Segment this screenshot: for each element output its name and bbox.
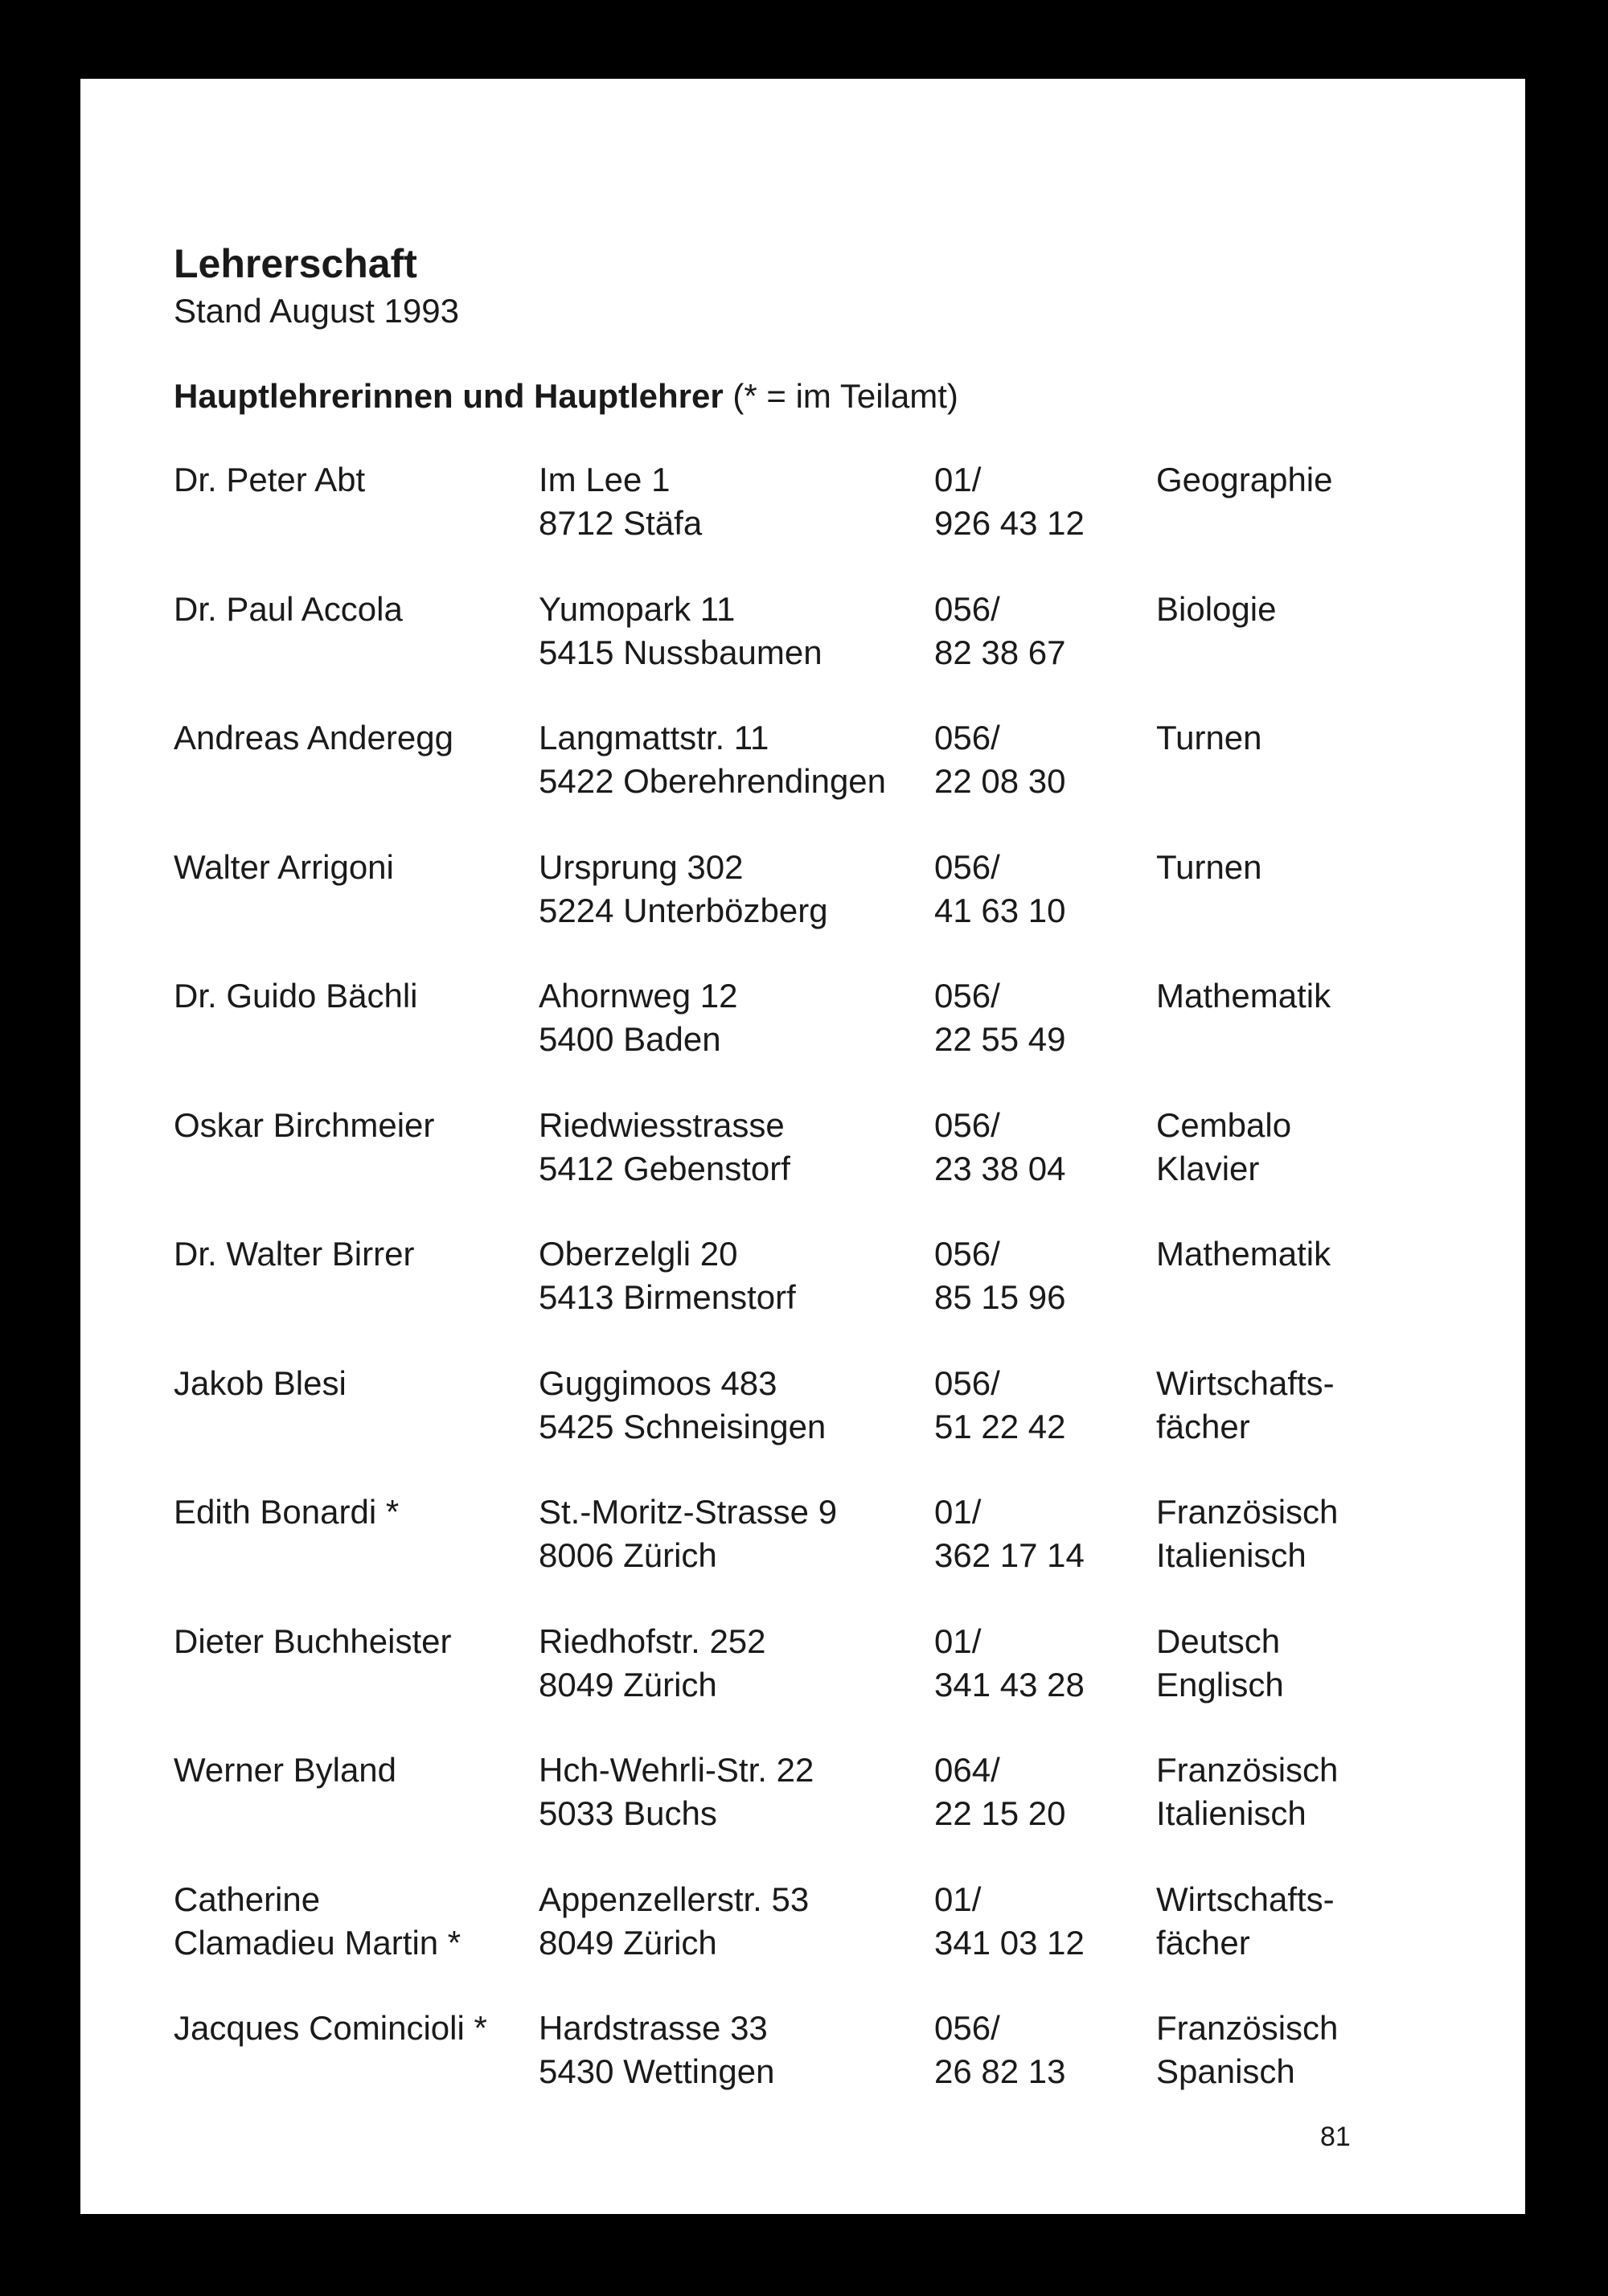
teacher-name xyxy=(174,974,417,1018)
teacher-address xyxy=(539,588,822,674)
teacher-name-line: Oskar Birchmeier xyxy=(174,1105,435,1144)
teacher-name-line: Jacques Comincioli * xyxy=(174,2009,487,2047)
teacher-phone xyxy=(934,974,1066,1061)
teacher-address xyxy=(539,846,828,933)
teacher-phone-line: 23 38 04 xyxy=(934,1149,1066,1187)
teacher-name xyxy=(174,1490,399,1534)
teacher-phone-line: 22 15 20 xyxy=(934,1794,1066,1832)
teacher-address xyxy=(539,1362,826,1449)
teacher-address xyxy=(539,1878,809,1965)
teacher-address-line: 8049 Zürich xyxy=(539,1923,717,1962)
teacher-subjects xyxy=(1156,1232,1331,1276)
teacher-address-line: Ahornweg 12 xyxy=(539,977,738,1015)
teacher-address xyxy=(539,974,738,1061)
teacher-subjects-line: Turnen xyxy=(1156,847,1262,886)
teacher-name-line: Edith Bonardi * xyxy=(174,1493,400,1531)
teacher-address-line: 5413 Birmenstorf xyxy=(539,1278,796,1316)
teacher-name xyxy=(174,458,365,502)
teacher-address xyxy=(539,2007,774,2093)
teacher-name xyxy=(174,846,394,889)
teacher-phone xyxy=(934,1104,1066,1191)
teacher-phone-line: 26 82 13 xyxy=(934,2052,1066,2090)
teacher-address-line: St.-Moritz-Strasse 9 xyxy=(539,1493,838,1531)
teacher-subjects-line: Italienisch xyxy=(1156,1536,1306,1574)
teacher-address-line: Yumopark 11 xyxy=(539,589,736,628)
teacher-subjects xyxy=(1156,1104,1291,1191)
teacher-phone-line: 22 08 30 xyxy=(934,762,1066,800)
teacher-subjects xyxy=(1156,1490,1338,1577)
teacher-address-line: Langmattstr. 11 xyxy=(539,719,769,756)
teacher-address-line: 5412 Gebenstorf xyxy=(539,1149,790,1187)
teacher-phone-line: 341 03 12 xyxy=(934,1923,1085,1962)
teacher-subjects-line: Geographie xyxy=(1156,461,1333,498)
teacher-row xyxy=(174,1749,1460,1878)
teacher-address xyxy=(539,1620,766,1707)
teacher-subjects xyxy=(1156,1749,1338,1835)
teacher-name-line: Dieter Buchheister xyxy=(174,1622,452,1660)
teacher-name xyxy=(174,1878,461,1965)
teacher-name-line: Dr. Guido Bächli xyxy=(174,977,418,1015)
teacher-row xyxy=(174,1362,1460,1491)
teacher-subjects xyxy=(1156,974,1331,1018)
teacher-subjects-line: Biologie xyxy=(1156,589,1277,628)
teacher-phone xyxy=(934,1490,1085,1577)
teacher-subjects xyxy=(1156,716,1262,760)
teacher-address-line: Appenzellerstr. 53 xyxy=(539,1880,810,1918)
teacher-name xyxy=(174,716,453,760)
teacher-row xyxy=(174,1620,1460,1749)
teacher-address-line: 8049 Zürich xyxy=(539,1665,717,1704)
teacher-phone xyxy=(934,846,1066,933)
teacher-address-line: Ursprung 302 xyxy=(539,847,744,886)
page-subtitle: Stand August 1993 xyxy=(174,292,459,330)
teacher-subjects-line: Deutsch xyxy=(1156,1622,1281,1660)
teacher-row xyxy=(174,2007,1460,2136)
teacher-phone-line: 056/ xyxy=(934,1105,1000,1144)
teacher-name xyxy=(174,2007,487,2050)
teacher-row xyxy=(174,588,1460,717)
section-heading-note: (* = im Teilamt) xyxy=(732,377,958,415)
teacher-address-line: 5415 Nussbaumen xyxy=(539,633,822,671)
teacher-phone-line: 85 15 96 xyxy=(934,1278,1066,1316)
teacher-address-line: Hch-Wehrli-Str. 22 xyxy=(539,1751,814,1789)
teacher-list xyxy=(174,458,1460,2136)
teacher-address xyxy=(539,1749,814,1835)
teacher-name xyxy=(174,1620,452,1663)
teacher-address-line: 8006 Zürich xyxy=(539,1536,717,1574)
teacher-address-line: Guggimoos 483 xyxy=(539,1363,777,1402)
teacher-subjects-line: Englisch xyxy=(1156,1665,1284,1704)
teacher-phone-line: 51 22 42 xyxy=(934,1407,1066,1445)
page-title: Lehrerschaft xyxy=(174,241,417,286)
teacher-phone-line: 01/ xyxy=(934,1493,982,1531)
teacher-name xyxy=(174,1232,414,1276)
teacher-row xyxy=(174,1490,1460,1620)
teacher-phone-line: 056/ xyxy=(934,719,1000,756)
teacher-phone-line: 056/ xyxy=(934,589,1000,628)
teacher-name-line: Dr. Paul Accola xyxy=(174,589,403,628)
teacher-subjects-line: Mathematik xyxy=(1156,1235,1331,1273)
teacher-subjects-line: Cembalo xyxy=(1156,1105,1292,1144)
teacher-phone xyxy=(934,1749,1066,1835)
teacher-address-line: Riedwiesstrasse xyxy=(539,1105,785,1144)
teacher-phone-line: 01/ xyxy=(934,1622,982,1660)
teacher-name-line: Dr. Peter Abt xyxy=(174,461,366,498)
teacher-subjects xyxy=(1156,588,1276,631)
teacher-name xyxy=(174,1749,396,1792)
teacher-phone-line: 01/ xyxy=(934,1880,982,1918)
teacher-phone xyxy=(934,2007,1066,2093)
teacher-subjects-line: Klavier xyxy=(1156,1149,1260,1187)
teacher-phone xyxy=(934,1362,1066,1449)
teacher-address-line: 5224 Unterbözberg xyxy=(539,891,828,929)
teacher-name xyxy=(174,588,403,631)
teacher-phone xyxy=(934,588,1066,674)
teacher-address xyxy=(539,716,886,803)
teacher-phone-line: 01/ xyxy=(934,461,982,498)
teacher-subjects xyxy=(1156,2007,1338,2093)
teacher-subjects-line: fächer xyxy=(1156,1923,1250,1962)
teacher-address-line: 5400 Baden xyxy=(539,1020,721,1058)
teacher-row xyxy=(174,846,1460,975)
teacher-subjects xyxy=(1156,1620,1284,1707)
teacher-phone xyxy=(934,1878,1085,1965)
teacher-name-line: Walter Arrigoni xyxy=(174,847,394,886)
teacher-name xyxy=(174,1362,347,1405)
teacher-phone-line: 056/ xyxy=(934,2009,1000,2047)
teacher-address-line: 5425 Schneisingen xyxy=(539,1407,827,1445)
teacher-row xyxy=(174,1232,1460,1362)
teacher-subjects xyxy=(1156,846,1262,889)
section-heading xyxy=(174,375,958,418)
teacher-name xyxy=(174,1104,434,1147)
teacher-phone-line: 064/ xyxy=(934,1751,1000,1789)
teacher-phone-line: 82 38 67 xyxy=(934,633,1066,671)
teacher-name-line: Werner Byland xyxy=(174,1751,397,1789)
teacher-phone xyxy=(934,458,1085,545)
teacher-subjects-line: Mathematik xyxy=(1156,977,1331,1015)
teacher-phone-line: 056/ xyxy=(934,1363,1000,1402)
teacher-address xyxy=(539,458,702,545)
teacher-address-line: 5422 Oberehrendingen xyxy=(539,762,887,800)
teacher-subjects-line: Spanisch xyxy=(1156,2052,1295,2090)
teacher-subjects-line: Italienisch xyxy=(1156,1794,1306,1832)
teacher-phone xyxy=(934,1232,1066,1319)
teacher-subjects-line: Turnen xyxy=(1156,719,1262,756)
teacher-address-line: 8712 Stäfa xyxy=(539,504,703,542)
teacher-name-line: Dr. Walter Birrer xyxy=(174,1235,415,1273)
teacher-address-line: Im Lee 1 xyxy=(539,461,671,498)
teacher-row xyxy=(174,716,1460,846)
teacher-subjects xyxy=(1156,1878,1335,1965)
teacher-address-line: Riedhofstr. 252 xyxy=(539,1622,766,1660)
teacher-phone-line: 22 55 49 xyxy=(934,1020,1066,1058)
teacher-address-line: 5430 Wettingen xyxy=(539,2052,775,2090)
teacher-name-line: Jakob Blesi xyxy=(174,1363,347,1402)
teacher-phone xyxy=(934,1620,1085,1707)
teacher-phone-line: 341 43 28 xyxy=(934,1665,1085,1704)
teacher-subjects-line: Französisch xyxy=(1156,2009,1339,2047)
teacher-row xyxy=(174,1878,1460,2007)
teacher-subjects xyxy=(1156,1362,1335,1449)
teacher-subjects-line: Wirtschafts- xyxy=(1156,1363,1335,1402)
teacher-address xyxy=(539,1104,790,1191)
teacher-phone-line: 056/ xyxy=(934,1235,1000,1273)
teacher-row xyxy=(174,458,1460,588)
teacher-subjects-line: fächer xyxy=(1156,1407,1250,1445)
teacher-row xyxy=(174,974,1460,1104)
teacher-phone xyxy=(934,716,1066,803)
teacher-name-line: Clamadieu Martin * xyxy=(174,1923,461,1962)
teacher-name-line: Andreas Anderegg xyxy=(174,719,453,756)
teacher-phone-line: 056/ xyxy=(934,977,1000,1015)
teacher-address-line: Oberzelgli 20 xyxy=(539,1235,738,1273)
page-number: 81 xyxy=(1320,2122,1351,2152)
teacher-phone-line: 362 17 14 xyxy=(934,1536,1085,1574)
teacher-subjects xyxy=(1156,458,1333,502)
teacher-subjects-line: Französisch xyxy=(1156,1751,1339,1789)
teacher-row xyxy=(174,1104,1460,1233)
teacher-subjects-line: Wirtschafts- xyxy=(1156,1880,1335,1918)
teacher-phone-line: 926 43 12 xyxy=(934,504,1085,542)
teacher-phone-line: 41 63 10 xyxy=(934,891,1066,929)
teacher-address xyxy=(539,1232,796,1319)
teacher-name-line: Catherine xyxy=(174,1880,321,1918)
teacher-address-line: Hardstrasse 33 xyxy=(539,2009,768,2047)
section-heading-title: Hauptlehrerinnen und Hauptlehrer xyxy=(174,377,724,415)
teacher-address-line: 5033 Buchs xyxy=(539,1794,717,1832)
teacher-address xyxy=(539,1490,837,1577)
teacher-phone-line: 056/ xyxy=(934,847,1000,886)
teacher-subjects-line: Französisch xyxy=(1156,1493,1339,1531)
document-page xyxy=(80,79,1525,2214)
